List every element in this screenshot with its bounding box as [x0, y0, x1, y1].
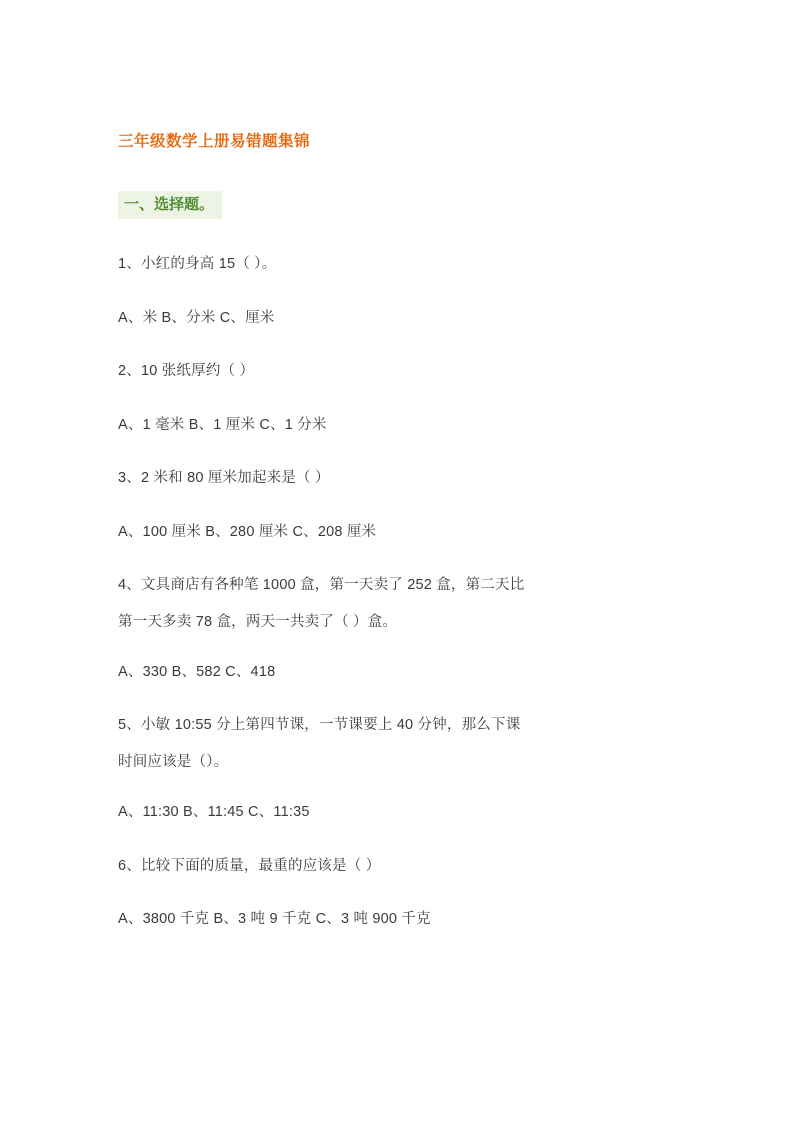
options-2: [118, 414, 675, 436]
question-4-line-1: 4、文具商店有各种笔 1000 盒，第一天卖了 252 盒，第二天比: [118, 577, 525, 594]
options-2-line-1: A、1 毫米 B、1 厘米 C、1 分米: [118, 416, 327, 433]
questions-container: [118, 253, 675, 931]
question-4: [118, 574, 675, 633]
question-2-line-1: 2、10 张纸厚约（ ）: [118, 363, 255, 380]
question-1-line-1: 1、小红的身高 15（ ）。: [118, 256, 277, 273]
question-5: [118, 714, 675, 773]
options-6-line-1: A、3800 千克 B、3 吨 9 千克 C、3 吨 900 千克: [118, 911, 431, 928]
question-6: [118, 855, 675, 877]
section-heading-choice-questions: 一、选择题。: [118, 191, 222, 219]
options-5-line-1: A、11:30 B、11:45 C、11:35: [118, 804, 310, 821]
question-5-line-2: 时间应该是（）。: [118, 753, 229, 770]
options-6: [118, 908, 675, 930]
question-6-line-1: 6、比较下面的质量，最重的应该是（ ）: [118, 857, 381, 874]
options-5: [118, 801, 675, 823]
question-5-line-1: 5、小敏 10:55 分上第四节课，一节课要上 40 分钟，那么下课: [118, 717, 521, 734]
options-4: [118, 661, 675, 683]
options-3: [118, 521, 675, 543]
options-4-line-1: A、330 B、582 C、418: [118, 664, 276, 680]
question-3: [118, 467, 675, 489]
options-1-line-1: A、米 B、分米 C、厘米: [118, 309, 275, 326]
question-2: [118, 360, 675, 382]
options-1: [118, 307, 675, 329]
options-3-line-1: A、100 厘米 B、280 厘米 C、208 厘米: [118, 523, 377, 540]
page-title: 三年级数学上册易错题集锦: [118, 133, 311, 150]
question-4-line-2: 第一天多卖 78 盒，两天一共卖了（ ）盒。: [118, 613, 398, 630]
question-1: [118, 253, 675, 275]
question-3-line-1: 3、2 米和 80 厘米加起来是（ ）: [118, 470, 330, 487]
